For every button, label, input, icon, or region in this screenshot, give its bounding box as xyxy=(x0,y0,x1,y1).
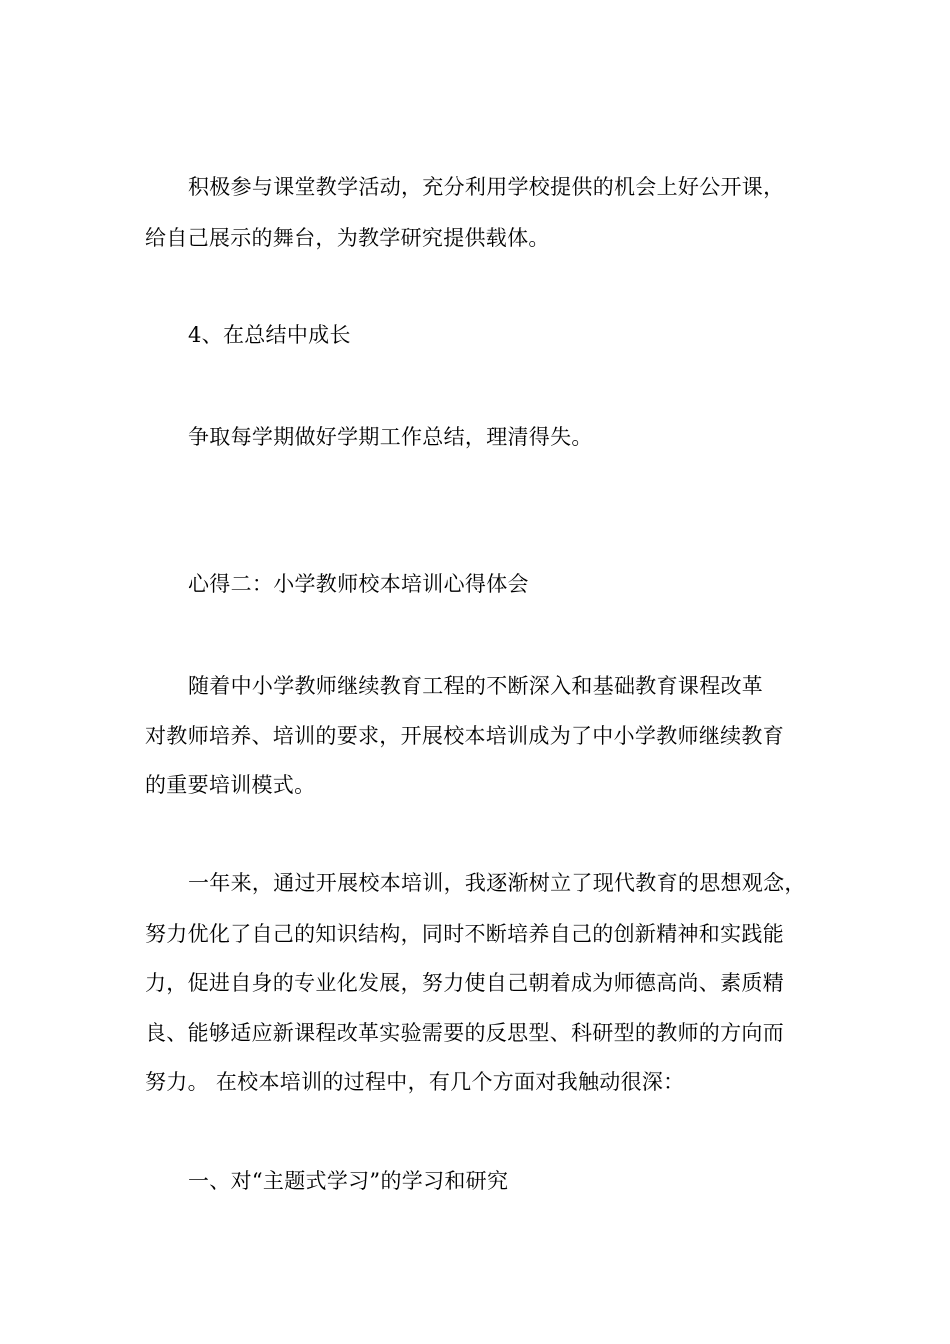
paragraph-4-line-4: 良、能够适应新课程改革实验需要的反思型、科研型的教师的方向而 xyxy=(145,1021,784,1045)
paragraph-1-line-1: 积极参与课堂教学活动，充分利用学校提供的机会上好公开课， xyxy=(188,175,785,199)
paragraph-3-line-1: 随着中小学教师继续教育工程的不断深入和基础教育课程改革 xyxy=(188,674,764,698)
paragraph-3-line-2: 对教师培养、培训的要求，开展校本培训成为了中小学教师继续教育 xyxy=(145,724,784,748)
paragraph-4-line-5: 努力。 在校本培训的过程中，有几个方面对我触动很深： xyxy=(145,1070,685,1094)
experience-two-title: 心得二：小学教师校本培训心得体会 xyxy=(188,572,529,596)
paragraph-1-line-2: 给自己展示的舞台，为教学研究提供载体。 xyxy=(145,226,550,250)
paragraph-2-line-1: 争取每学期做好学期工作总结，理清得失。 xyxy=(188,425,593,449)
section-heading-4: 4、在总结中成长 xyxy=(188,323,351,347)
paragraph-3-line-3: 的重要培训模式。 xyxy=(145,773,316,797)
paragraph-4-line-3: 力，促进自身的专业化发展，努力使自己朝着成为师德高尚、素质精 xyxy=(145,971,784,995)
paragraph-4-line-1: 一年来，通过开展校本培训，我逐渐树立了现代教育的思想观念， xyxy=(188,871,806,895)
section-heading-one: 一、对“主题式学习”的学习和研究 xyxy=(188,1169,509,1193)
paragraph-4-line-2: 努力优化了自己的知识结构，同时不断培养自己的创新精神和实践能 xyxy=(145,922,784,946)
